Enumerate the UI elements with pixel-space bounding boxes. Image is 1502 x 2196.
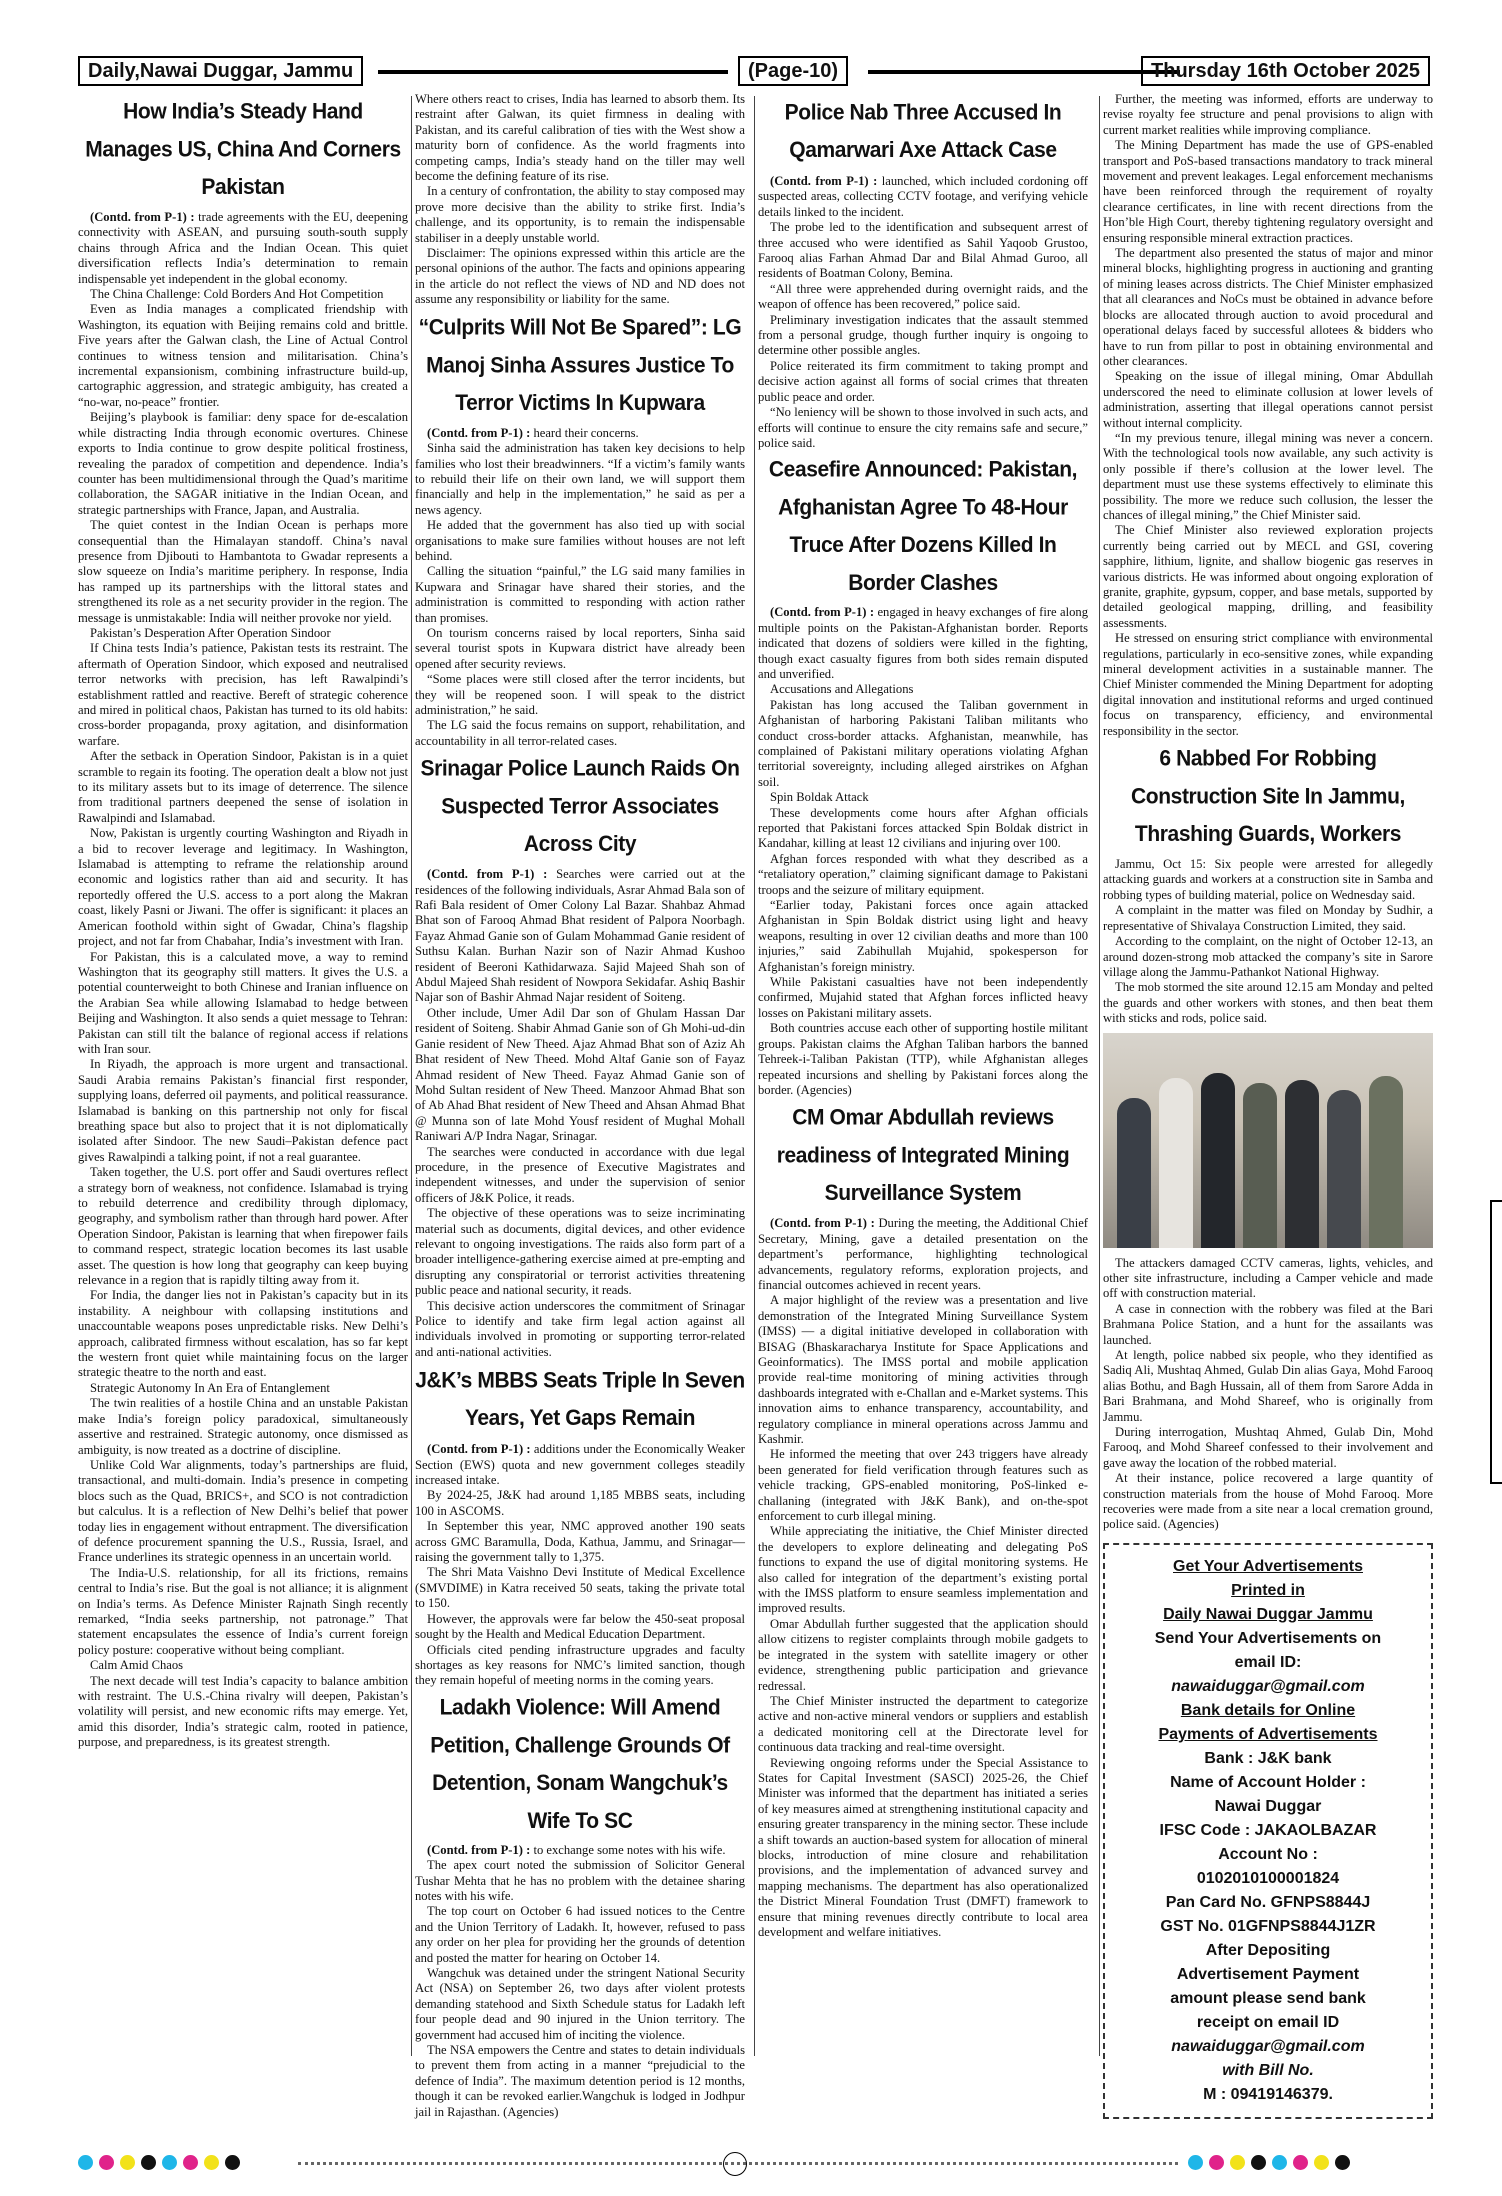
column-4: [1103, 92, 1433, 2103]
paragraph: Now, Pakistan is urgently courting Washington and Riyadh in a bid to recover leverage and legitimacy. In Washington, Islamabad is attempting to reframe the relationship around economic and logistics rather than aid and security. It has reportedly offered the U.S. access to a port along the Makran coast, likely Pasni or Jiwani. The offer is significant: it places an American foothold within sight of Gwadar, China’s flagship project, and not far from Chabahar, India’s investment with Iran.: [78, 826, 408, 949]
paragraph: Preliminary investigation indicates that the assault stemmed from a personal grudge, though further inquiry is ongoing to determine other possible angles.: [758, 312, 1088, 358]
color-dots-right: [1188, 2155, 1350, 2170]
cyan-dot: [162, 2155, 177, 2170]
paragraph: The apex court noted the submission of Solicitor General Tushar Mehta that he has no problem with the detainee sharing notes with his wife.: [415, 1858, 745, 1903]
paragraph: The probe led to the identification and subsequent arrest of three accused who were identified as Sahil Yaqoob Grustoo, Farooq alias Farhan Ahmad Dar and Bilal Ahmad Guroo, all residents of Boatman Colony, Bemina.: [758, 220, 1088, 281]
paragraph: For Pakistan, this is a calculated move, a way to remind Washington that its geography still matters. It gives the U.S. a potential counterweight to both Chinese and Iranian influence on the Arabian Sea while allowing Islamabad to hedge between Beijing and Washington. It also sends a quiet message to Tehran: Pakistan can still tilt the balance of regional access if relations with Iran sour.: [78, 949, 408, 1056]
paragraph: While Pakistani casualties have not been independently confirmed, Mujahid stated that Afghan forces inflicted heavy losses on Pakistani military assets.: [758, 975, 1088, 1020]
paragraph: He added that the government has also tied up with social organisations to make sure families without houses are not left behind.: [415, 518, 745, 563]
contd-label: (Contd. from P-1) :: [427, 867, 548, 882]
paragraph: Sinha said the administration has taken key decisions to help families who lost their breadwinners. “If a victim’s family wants to rebuild their life on their own land, we will support them financially and help in the implementation,” he said as per a news agency.: [415, 441, 745, 517]
ad-line: email ID:: [1234, 1653, 1302, 1671]
paragraph: The next decade will test India’s capacity to balance ambition with restraint. The U.S.-China rivalry will deepen, Pakistan’s volatility will persist, and new economic rifts may emerge. Yet, amid this disorder, India’s strategic calm, rooted in patience, purpose, and preparedness, is its greatest strength.: [78, 1673, 408, 1750]
paragraph: In a century of confrontation, the ability to stay composed may prove more decisive than the ability to strike first. India’s challenge, and its opportunity, is to remain the indispensable stabiliser in a deeply unstable world.: [415, 184, 745, 245]
yellow-dot: [1314, 2155, 1329, 2170]
ad-line: Send Your Advertisements on: [1154, 1629, 1382, 1647]
paragraph: The attackers damaged CCTV cameras, lights, vehicles, and other site infrastructure, including a Camper vehicle and made off with construction material.: [1103, 1255, 1433, 1301]
column-1: [78, 92, 408, 2052]
paragraph: Where others react to crises, India has learned to absorb them. Its restraint after Galwan, its quiet firmness in dealing with Pakistan, and its careful calibration of ties with the West show a maturity born of confidence. As the world fragments into competing camps, India’s steady hand on the tiller may well become the defining feature of its rise.: [415, 92, 745, 184]
headline: “Culprits Will Not Be Spared”: LG Manoj Sinha Assures Justice To Terror Victims In Kupwara: [418, 315, 742, 416]
page-edge-mark: [1490, 1200, 1502, 1484]
paragraph: to exchange some notes with his wife.: [533, 1842, 726, 1857]
ad-line: Daily Nawai Duggar Jammu: [1163, 1605, 1373, 1623]
contd-label: (Contd. from P-1) :: [427, 425, 531, 440]
paragraph: The India-U.S. relationship, for all its frictions, remains central to India’s rise. But the goal is not alliance; it is alignment on India’s terms. As Defence Minister Rajnath Singh recently remarked, “India seeks partnership, not patronage.” That statement encapsulates the essence of India’s current foreign policy posture: cooperative without being compliant.: [78, 1565, 408, 1657]
paragraph: Jammu, Oct 15: Six people were arrested for allegedly attacking guards and workers at a construction site in Samba and robbing types of building material, police on Wednesday said.: [1103, 857, 1433, 902]
paragraph: Searches were carried out at the residences of the following individuals, Asrar Ahmad Bala son of Rafi Bala resident of Omer Colony Lal Bazar. Shahbaz Ahmad Bhat son of Farooq Ahmad Bhat resident of Palpora Noorbagh. Fayaz Ahmad Ganie son of Gulam Mohammad Ganie resident of Suthsu Kalan. Burhan Nazir son of Nazir Ahmad Kushoo resident of Beeroni Kathidarwaza. Sajid Majeed Shah son of Abdul Majeed Shah resident of Nowpora Sekidafar. Ashiq Bashir Najar son of Bashir Ahmad Najar resident of Soiteng.: [415, 867, 746, 1005]
paragraph: On tourism concerns raised by local reporters, Sinha said several tourist spots in Kupwara district have already been opened after security reviews.: [415, 625, 745, 671]
header-rule-right: [868, 70, 1180, 74]
column-divider: [754, 96, 755, 2056]
header-rule-left: [378, 70, 728, 74]
article-cm-mining-review: [758, 1102, 1088, 1940]
article-ceasefire-pak-afghan: [758, 455, 1088, 1098]
headline: Srinagar Police Launch Raids On Suspected Terror Associates Across City: [420, 756, 740, 857]
person-figure: [1327, 1090, 1361, 1248]
person-figure: [1159, 1078, 1193, 1248]
paragraph: Both countries accuse each other of supporting hostile militant groups. Pakistan claims the Afghan Taliban harbors the banned Tehreek-i-Taliban Pakistan (TTP), while Afghanistan alleges repeated incursions and shelling by Pakistani forces along the border. (Agencies): [758, 1021, 1088, 1097]
color-dots-left: [78, 2155, 240, 2170]
black-dot: [225, 2155, 240, 2170]
paragraph: By 2024-25, J&K had around 1,185 MBBS seats, including 100 in ASCOMS.: [415, 1488, 745, 1518]
paragraph: The Shri Mata Vaishno Devi Institute of Medical Excellence (SMVDIME) in Katra received 50 seats, taking the private total to 150.: [415, 1565, 745, 1611]
article-srinagar-police-raids: [415, 753, 745, 1360]
paragraph: In September this year, NMC approved another 190 seats across GMC Baramulla, Doda, Kathua, Jammu, and Srinagar—raising the government tally to 1,375.: [415, 1519, 745, 1565]
subheading: Calm Amid Chaos: [90, 1658, 184, 1673]
paragraph: While appreciating the initiative, the Chief Minister directed the developers to explore delineating and delegating PoS functions to expand the use of digital monitoring systems. He also called for integration of the department’s existing portal with the IMSS platform to ensure seamless implementation and improved results.: [758, 1524, 1088, 1616]
paragraph: The objective of these operations was to seize incriminating material such as documents, digital devices, and other evidence relevant to ongoing investigations. The raids also form part of a broader intelligence-gathering exercise aimed at pre-empting and disrupting any conspiratorial or terrorist activities threatening public peace and national security, it reads.: [415, 1206, 745, 1298]
ad-line: receipt on email ID: [1196, 2013, 1340, 2031]
subheading: Spin Boldak Attack: [770, 790, 869, 805]
contd-label: (Contd. from P-1) :: [427, 1842, 531, 1857]
ad-line: After Depositing: [1205, 1941, 1331, 1959]
paragraph: heard their concerns.: [533, 425, 639, 440]
ad-line: Bank : J&K bank: [1204, 1749, 1332, 1767]
paragraph: These developments come hours after Afghan officials reported that Pakistani forces attacked Spin Boldak district in Kandahar, killing at least 12 civilians and injuring over 100.: [758, 805, 1088, 851]
column-2: [415, 92, 746, 2119]
paragraph: Taken together, the U.S. port offer and Saudi overtures reflect a strategy born of weakness, not confidence. Islamabad is trying to rebuild deterrence and credibility through diplomacy, geography, and symbolism rather than through hard power. After Operation Sindoor, Pakistan is learning that when firepower fails to command respect, strategic location becomes its last usable asset. The question is how long that geography can keep buying relevance in a region that is rapidly tilting away from it.: [78, 1165, 408, 1288]
ad-line: Account No :: [1218, 1845, 1318, 1863]
column-divider: [411, 96, 412, 2056]
subheading: Strategic Autonomy In An Era of Entanglement: [90, 1380, 330, 1395]
contd-label: (Contd. from P-1) :: [770, 605, 875, 620]
headline: Police Nab Three Accused In Qamarwari Axe Attack Case: [784, 100, 1062, 163]
ad-email-link[interactable]: nawaiduggar@gmail.com: [1171, 2037, 1365, 2055]
paragraph: After the setback in Operation Sindoor, Pakistan is in a quiet scramble to regain its footing. The operation dealt a blow not just to its military assets but to its image of deterrence. The silence from traditional partners deepened the sense of isolation in Rawalpindi and Islamabad.: [78, 749, 408, 825]
magenta-dot: [1293, 2155, 1308, 2170]
paragraph: During the meeting, the Additional Chief Secretary, Mining, gave a detailed presentation on the department’s performance, highlighting technological advancements, regulatory reforms, exploration projects, and financial outcomes achieved in recent years.: [758, 1216, 1089, 1292]
paragraph: During interrogation, Mushtaq Ahmed, Gulab Din, Mohd Farooq, and Mohd Shareef confessed to their involvement and gave away the location of the robbed material.: [1103, 1425, 1433, 1470]
paragraph: Even as India manages a complicated friendship with Washington, its equation with Beijing remains cold and brittle. Five years after the Galwan clash, the Line of Actual Control continues to witness tension and militarisation. China’s incremental expansionism, combining infrastructure build-up, cartographic aggression, and strategic ambiguity, has created a “no-war, no-peace” frontier.: [78, 302, 408, 409]
contd-label: (Contd. from P-1) :: [90, 210, 195, 224]
article-mbbs-seats: [415, 1364, 745, 1689]
paragraph: If China tests India’s patience, Pakistan tests its restraint. The aftermath of Operation Sindoor, which exposed and neutralised terror networks with precision, has left Rawalpindi’s establishment rattled and reactive. Bereft of strategic coherence and mired in political chaos, Pakistan has turned to its old habits: cross-border propaganda, proxy agitation, and disinformation warfare.: [78, 641, 408, 748]
paragraph: launched, which included cordoning off suspected areas, collecting CCTV footage, and verifying vehicle details linked to the incident.: [758, 174, 1088, 219]
magenta-dot: [183, 2155, 198, 2170]
ad-line: amount please send bank: [1170, 1989, 1366, 2007]
headline: Ladakh Violence: Will Amend Petition, Challenge Grounds Of Detention, Sonam Wangchuk’s Wife To SC: [430, 1695, 730, 1833]
contd-label: (Contd. from P-1) :: [770, 174, 878, 188]
subheading: Accusations and Allegations: [770, 682, 914, 697]
article-india-steady-hand: [78, 96, 408, 1751]
ad-line: Bank details for Online: [1180, 1701, 1356, 1719]
article-culprits-not-spared: [415, 312, 745, 750]
paragraph: The NSA empowers the Centre and states to detain individuals to prevent them from acting in a manner “prejudicial to the defence of India”. The maximum detention period is 12 months, though it can be revoked earlier.Wangchuk is lodged in Jodhpur jail in Rajasthan. (Agencies): [415, 2043, 745, 2119]
paragraph: Other include, Umer Adil Dar son of Ghulam Hassan Dar resident of Soiteng. Shabir Ahmad Ganie son of Gh Mohi-ud-din Ganie resident of New Theed. Ajaz Ahmad Bhat son of Aziz Ah Bhat resident of New Theed. Mohd Altaf Ganie son of Fayaz Ahmad resident of New Theed. Fayaz Ahmad Ganie son of Mohd Sultan resident of New Theed. Manzoor Ahmad Bhat son of Ab Ahad Bhat resident of New Theed and Ahsan Ahmad Bhat @ Munna son of late Mohd Yousf resident of Mughal Mohall Raniwari A/P Indra Nagar, Srinagar.: [415, 1005, 745, 1144]
paragraph: Reviewing ongoing reforms under the Special Assistance to States for Capital Investment (SASCI) 2025-26, the Chief Minister was informed that the department has initiated a series of key measures aimed at strengthening institutional capacity and ensuring greater transparency in the mining sector. These include a shift towards an auction-based system for allocation of mineral blocks, introduction of mine closure and rehabilitation provisions, and the implementation of advanced survey and mapping mechanisms. The department has also operationalized the District Mineral Foundation Trust (DMFT) framework to ensure that mining revenues directly contribute to local area development and welfare initiatives.: [758, 1755, 1088, 1939]
paragraph: He stressed on ensuring strict compliance with environmental regulations, particularly in eco-sensitive zones, while expanding mineral development activities in a sustainable manner. The Chief Minister commended the Mining Department for adopting digital innovation and institutional reforms and urged continued focus on transparency, efficiency, and environmental responsibility in the sector.: [1103, 631, 1433, 738]
paragraph: The twin realities of a hostile China and an unstable Pakistan make India’s foreign policy paradoxical, simultaneously assertive and restrained. Strategic autonomy, once dismissed as ambiguity, is now treated as a doctrine of discipline.: [78, 1396, 408, 1457]
paragraph: At their instance, police recovered a large quantity of construction materials from the house of Mohd Farooq. More recoveries were made from a site near a local cremation ground, police said. (Agencies): [1103, 1471, 1433, 1532]
headline: How India’s Steady Hand Manages US, China And Corners Pakistan: [85, 99, 401, 200]
black-dot: [141, 2155, 156, 2170]
article-qamarwari-axe-attack: [758, 96, 1088, 451]
newspaper-name: Daily,Nawai Duggar, Jammu: [78, 56, 363, 86]
paragraph: The quiet contest in the Indian Ocean is perhaps more consequential than the Himalayan standoff. China’s naval presence from Djibouti to Hambantota to Gwadar represents a slow squeeze on India’s maritime periphery. In response, India has ramped up its partnerships with the littoral states and strengthened its role as a net security provider in the region. The message is unmistakable: India will neither provoke nor yield.: [78, 518, 408, 625]
paragraph: engaged in heavy exchanges of fire along multiple points on the Pakistan-Afghanistan border. Reports indicated that dozens of soldiers were killed in the fighting, though exact casualty figures from both sides remain disputed and unverified.: [758, 605, 1089, 681]
ad-line: Payments of Advertisements: [1158, 1725, 1378, 1743]
page-number: (Page-10): [738, 56, 848, 86]
ad-email-link[interactable]: nawaiduggar@gmail.com: [1171, 1677, 1365, 1695]
paragraph: The Mining Department has made the use of GPS-enabled transport and PoS-based transactions mandatory to track mineral movement and prevent leakages. Legal enforcement mechanisms have been reinforced through the requirement of royalty clearance certificates, in line with recent directions from the Hon’ble High Court, thereby tightening regulatory oversight and ensuring responsible mineral extraction practices.: [1103, 138, 1433, 245]
paragraph: Disclaimer: The opinions expressed within this article are the personal opinions of the author. The facts and opinions appearing in the article do not reflect the views of ND and ND does not assume any responsibility or liability for the same.: [415, 246, 745, 307]
paragraph: Omar Abdullah further suggested that the application should allow citizens to register complaints through mobile gadgets to be integrated in the system with satellite imagery or other evidence, strengthening public participation and grievance redressal.: [758, 1616, 1088, 1693]
magenta-dot: [1209, 2155, 1224, 2170]
arrested-accused-photo: [1103, 1033, 1433, 1248]
headline: Ceasefire Announced: Pakistan, Afghanistan Agree To 48-Hour Truce After Dozens Killed In Border Clashes: [768, 458, 1078, 596]
ad-line: with Bill No.: [1222, 2061, 1314, 2079]
person-figure: [1117, 1098, 1151, 1248]
paragraph: For India, the danger lies not in Pakistan’s capacity but in its instability. A neighbour with collapsing institutions and unaccountable weapons poses unpredictable risks. New Delhi’s approach, calibrated firmness without escalation, has so far kept the western front quiet while maintaining focus on the larger strategic theatre to the north and east.: [78, 1288, 408, 1380]
ad-line: Name of Account Holder :: [1170, 1773, 1366, 1791]
paragraph: Beijing’s playbook is familiar: deny space for de-escalation while distracting India through economic overtures. Chinese exports to India continue to grow despite political frostiness, revealing the paradox of competition and dependence. India’s counter has been multidimensional through the Quad’s maritime collaboration, the SAGAR initiative in the Indian Ocean, and strategic partnerships with France, Japan, and Australia.: [78, 410, 408, 517]
paragraph: A case in connection with the robbery was filed at the Bari Brahmana Police Station, and a hunt for the assailants was launched.: [1103, 1301, 1433, 1347]
print-registration-strip: [78, 2152, 1430, 2174]
headline: CM Omar Abdullah reviews readiness of Integrated Mining Surveillance System: [776, 1105, 1070, 1206]
registration-mark-icon: [723, 2152, 747, 2176]
headline: 6 Nabbed For Robbing Construction Site In Jammu, Thrashing Guards, Workers: [1131, 746, 1405, 847]
article-ladakh-violence: [415, 1693, 745, 2120]
ad-line: GST No. 01GFNPS8844J1ZR: [1160, 1917, 1376, 1935]
paragraph: Speaking on the issue of illegal mining, Omar Abdullah underscored the need to eliminate collusion at lower levels of administration, asserting that illegal operations cannot persist without internal complicity.: [1103, 369, 1433, 430]
cyan-dot: [1188, 2155, 1203, 2170]
person-figure: [1285, 1080, 1319, 1248]
paragraph: “Some places were still closed after the terror incidents, but they will be reopened soon. I will speak to the district administration,” he said.: [415, 672, 745, 717]
ad-line: Advertisement Payment: [1176, 1965, 1360, 1983]
paragraph: The searches were conducted in accordance with due legal procedure, in the presence of Executive Magistrates and independent witnesses, and under the supervision of senior officers of J&K Police, it reads.: [415, 1144, 745, 1205]
paragraph: This decisive action underscores the commitment of Srinagar Police to identify and take firm legal action against all individuals involved in promoting or supporting terror-related and anti-national activities.: [415, 1298, 745, 1359]
paragraph: “In my previous tenure, illegal mining was never a concern. With the technological tools now available, any such activity is only possible if there’s collusion at the lower level. The department must use these systems effectively to eliminate this possibility. The more we reduce such collusion, the lesser the chances of illegal mining,” the Chief Minister said.: [1103, 430, 1433, 522]
paragraph: The Chief Minister also reviewed exploration projects currently being carried out by MECL and GSI, covering sapphire, lithium, lignite, and shallow biogenic gas reserves in various districts. He was informed about ongoing exploration of granite, graphite, gypsum, copper, and base metals, supported by detailed geological mapping, drilling, and feasibility assessments.: [1103, 523, 1433, 630]
ad-line: Pan Card No. GFNPS8844J: [1165, 1893, 1371, 1911]
paragraph: Pakistan has long accused the Taliban government in Afghanistan of harboring Pakistani Taliban militants who conduct cross-border attacks. Afghanistan, meanwhile, has complained of Pakistani military operations violating Afghan territorial sovereignty, including alleged airstrikes on Afghan soil.: [758, 697, 1088, 789]
paragraph: The LG said the focus remains on support, rehabilitation, and accountability in all terror-related cases.: [415, 718, 745, 748]
advertisement-box: [1103, 1543, 1433, 2119]
paragraph: Calling the situation “painful,” the LG said many families in Kupwara and Srinagar have shared their stories, and the administration is committed to responding with action rather than promises.: [415, 564, 745, 625]
paragraph: A complaint in the matter was filed on Monday by Sudhir, a representative of Shivalaya Construction Limited, they said.: [1103, 903, 1433, 933]
person-figure: [1201, 1073, 1235, 1248]
ad-line: Printed in: [1231, 1581, 1305, 1599]
paragraph: A major highlight of the review was a presentation and live demonstration of the Integrated Mining Surveillance System (IMSS) — a digital initiative developed in collaboration with BISAG (Bhaskaracharya Institute for Space Applications and Geoinformatics). The IMSS portal and mobile application provide real-time monitoring of mining activities through dashboards integrated with e-Challan and e-Market systems. This innovation aims to enhance transparency, accountability, and regulatory compliance in mineral operations across Jammu and Kashmir.: [758, 1293, 1088, 1446]
black-dot: [1251, 2155, 1266, 2170]
contd-label: (Contd. from P-1) :: [770, 1216, 875, 1231]
yellow-dot: [1230, 2155, 1245, 2170]
paragraph: Unlike Cold War alignments, today’s partnerships are fluid, transactional, and multi-domain. India’s presence in competing blocs such as the Quad, BRICS+, and SCO is not contradiction but calculus. It is a reflection of New Delhi’s belief that power today lies in engagement without entrapment. The diversification of defence procurement spanning the U.S., Russia, Israel, and France underlines its strategic openness in an uncertain world.: [78, 1457, 408, 1565]
paragraph: Wangchuk was detained under the stringent National Security Act (NSA) on September 26, two days after violent protests demanding statehood and Sixth Schedule status for Ladakh left four people dead and 90 injured in the Union territory. The government had accused him of inciting the violence.: [415, 1965, 745, 2042]
ad-line: 0102010100001824: [1196, 1869, 1340, 1887]
paragraph: The Chief Minister instructed the department to categorize active and non-active mineral vendors or suppliers and establish a dedicated monitoring cell at the Directorate level for continuous data tracking and real-time oversight.: [758, 1693, 1088, 1755]
paragraph: The top court on October 6 had issued notices to the Centre and the Union Territory of Ladakh. It, however, refused to pass any order on her plea for providing her the grounds of detention and posted the matter for hearing on October 14.: [415, 1904, 745, 1965]
paragraph: However, the approvals were far below the 450-seat proposal sought by the Health and Medical Education Department.: [415, 1611, 745, 1642]
headline: J&K’s MBBS Seats Triple In Seven Years, Yet Gaps Remain: [415, 1368, 745, 1431]
black-dot: [1335, 2155, 1350, 2170]
ad-line: Get Your Advertisements: [1173, 1557, 1363, 1575]
paragraph: The department also presented the status of major and minor mineral blocks, highlighting progress in auctioning and granting of mining leases across districts. The Chief Minister emphasized that all clearances and NoCs must be obtained in advance before blocks are allocated through auction to avoid procedural and operational delays faced by successful allotees & bidders who have to run from pillar to post in obtaining environmental and other clearances.: [1103, 246, 1433, 368]
subheading: The China Challenge: Cold Borders And Hot Competition: [90, 287, 384, 302]
paragraph: “Earlier today, Pakistani forces once again attacked Afghanistan in Spin Boldak district using light and heavy weapons, resulting in over 12 civilian deaths and more than 100 injuries,” said Zabihullah Mujahid, spokesperson for Afghanistan’s foreign ministry.: [758, 898, 1088, 974]
cyan-dot: [78, 2155, 93, 2170]
person-figure: [1243, 1083, 1277, 1248]
person-figure: [1369, 1076, 1403, 1248]
subheading: Pakistan’s Desperation After Operation Sindoor: [90, 625, 331, 640]
paragraph: At length, police nabbed six people, who they identified as Sadiq Ali, Mushtaq Ahmed, Gulab Din alias Gaya, Mohd Farooq alias Bothu, and Bagh Hussain, all of them from Sarore Adda in Bari Brahmana, and Mohd Shareef, who is originally from Jammu.: [1103, 1347, 1433, 1424]
paragraph: Officials cited pending infrastructure upgrades and faculty shortages as key reasons for NMC’s limited sanction, though they remain hopeful of meeting norms in the coming years.: [415, 1642, 745, 1688]
paragraph: According to the complaint, on the night of October 12-13, an around dozen-strong mob attacked the company’s site in Sarore village along the Jammu-Pathankot National Highway.: [1103, 934, 1433, 979]
column-3: [758, 92, 1088, 2052]
article-construction-site-robbery: [1103, 743, 1433, 1533]
column-divider: [1099, 96, 1100, 2056]
contd-label: (Contd. from P-1) :: [427, 1442, 531, 1457]
paragraph: trade agreements with the EU, deepening connectivity with ASEAN, and pursuing south-south supply chains through Africa and the Indian Ocean. This quiet diversification reflects India’s determination to remain indispensable yet independent in the global economy.: [78, 210, 408, 286]
paragraph: Afghan forces responded with what they described as a “retaliatory operation,” claiming significant damage to Pakistani troops and the seizure of military equipment.: [758, 851, 1088, 897]
page-header: [78, 56, 1430, 86]
paragraph: Further, the meeting was informed, efforts are underway to revise royalty fee structure and penal provisions to align with current market realities while improving compliance.: [1103, 92, 1433, 137]
paragraph: The mob stormed the site around 12.15 am Monday and pelted the guards and other workers with stones, and then beat them with sticks and rods, police said.: [1103, 980, 1433, 1026]
yellow-dot: [120, 2155, 135, 2170]
paragraph: He informed the meeting that over 243 triggers have already been generated for field verification through features such as vehicle tracking, GPS-enabled monitoring, PoS-linked e-challaning (integrated with J&K Bank), and on-the-spot enforcement to curb illegal mining.: [758, 1447, 1088, 1524]
yellow-dot: [204, 2155, 219, 2170]
paragraph: additions under the Economically Weaker Section (EWS) quota and new government colleges steadily increased intake.: [415, 1442, 746, 1488]
ad-line: IFSC Code : JAKAOLBAZAR: [1159, 1821, 1377, 1839]
paragraph: “No leniency will be shown to those involved in such acts, and efforts will continue to ensure the city remains safe and secure,” police said.: [758, 405, 1088, 450]
magenta-dot: [99, 2155, 114, 2170]
cyan-dot: [1272, 2155, 1287, 2170]
paragraph: In Riyadh, the approach is more urgent and transactional. Saudi Arabia remains Pakistan’s financial first responder, supplying loans, deferred oil payments, and political reassurance. Islamabad is banking on this partnership not only for fiscal breathing space but also to project that it is not diplomatically isolated after Sindoor. The new Saudi–Pakistan defence pact gives Rawalpindi a talking point, if not a real guarantee.: [78, 1057, 408, 1164]
issue-date: Thursday 16th October 2025: [1141, 56, 1430, 86]
ad-line: Nawai Duggar: [1214, 1797, 1322, 1815]
paragraph: “All three were apprehended during overnight raids, and the weapon of offence has been recovered,” police said.: [758, 281, 1088, 312]
ad-line: M : 09419146379.: [1203, 2085, 1333, 2103]
paragraph: Police reiterated its firm commitment to taking prompt and decisive action against all forms of social crimes that threaten public peace and order.: [758, 358, 1088, 404]
